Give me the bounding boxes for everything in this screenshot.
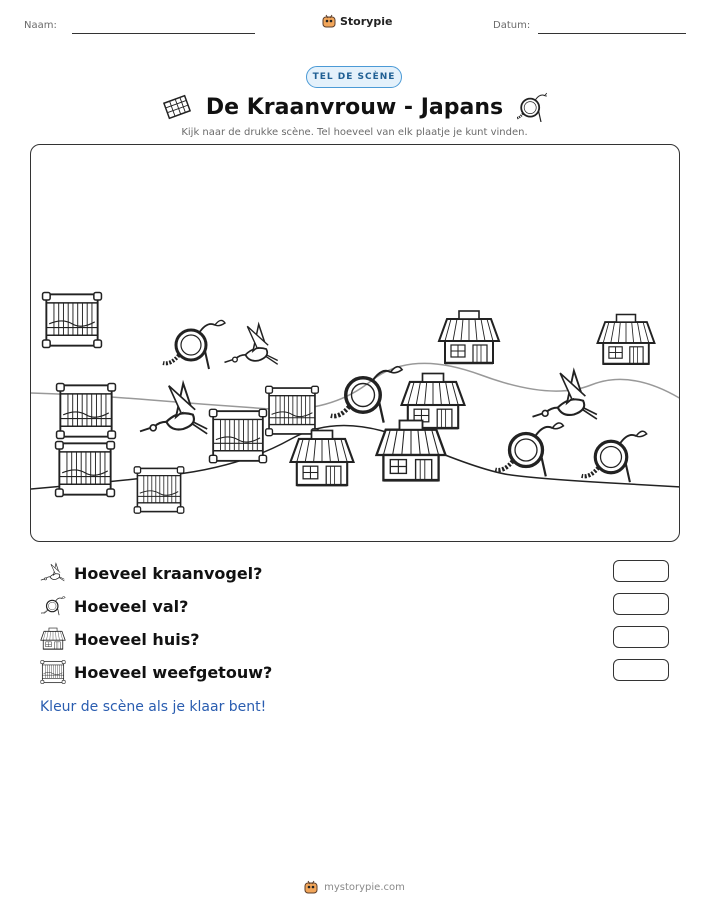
cloth-icon [162, 94, 192, 120]
question-label: Hoeveel weefgetouw? [74, 662, 273, 682]
answer-box-loom[interactable] [613, 659, 669, 681]
crane-1 [225, 324, 278, 364]
loom-4 [134, 467, 184, 513]
answer-box-house[interactable] [613, 626, 669, 648]
house-2 [598, 315, 655, 364]
crane-2 [140, 383, 207, 433]
logo-icon [322, 14, 336, 28]
trap-1 [163, 320, 225, 369]
page-title: De Kraanvrouw - Japans [205, 94, 504, 120]
answer-box-trap[interactable] [613, 593, 669, 615]
front-hill-line [31, 425, 680, 489]
trap-3 [495, 423, 563, 476]
logo-text: Storypie [340, 14, 393, 28]
house-5 [377, 421, 446, 481]
crane-3 [533, 371, 597, 419]
question-trap [40, 593, 188, 619]
coloring-instruction: Kleur de scène als je klaar bent! [40, 699, 267, 715]
crane-icon [40, 560, 66, 586]
question-label: Hoeveel kraanvogel? [74, 563, 263, 583]
house-4 [291, 431, 354, 486]
footer [0, 880, 709, 894]
trap-icon [517, 92, 547, 122]
date-label: Datum: [493, 20, 531, 31]
footer-url: mystorypie.com [324, 881, 405, 893]
counting-scene [30, 144, 680, 542]
loom-2 [57, 383, 116, 438]
loom-1 [43, 292, 102, 347]
loom-5 [209, 409, 266, 462]
activity-badge: TEL DE SCÈNE [306, 66, 402, 88]
question-label: Hoeveel huis? [74, 629, 200, 649]
logo-icon [304, 880, 318, 894]
question-crane [40, 560, 262, 586]
trap-icon [40, 593, 66, 619]
title-row [0, 92, 709, 122]
name-line [72, 33, 255, 34]
date-line [538, 33, 686, 34]
question-house [40, 626, 200, 652]
trap-2 [331, 367, 402, 423]
name-label: Naam: [24, 20, 57, 31]
answer-box-crane[interactable] [613, 560, 669, 582]
loom-6 [266, 386, 319, 435]
question-label: Hoeveel val? [74, 596, 189, 616]
question-loom [40, 659, 272, 685]
page-subtitle: Kijk naar de drukke scène. Tel hoeveel van elk plaatje je kunt vinden. [181, 127, 528, 138]
house-1 [439, 311, 499, 363]
loom-icon [40, 659, 66, 685]
house-icon [40, 626, 66, 652]
trap-4 [582, 431, 647, 482]
loom-3 [56, 441, 115, 496]
logo [322, 14, 392, 28]
